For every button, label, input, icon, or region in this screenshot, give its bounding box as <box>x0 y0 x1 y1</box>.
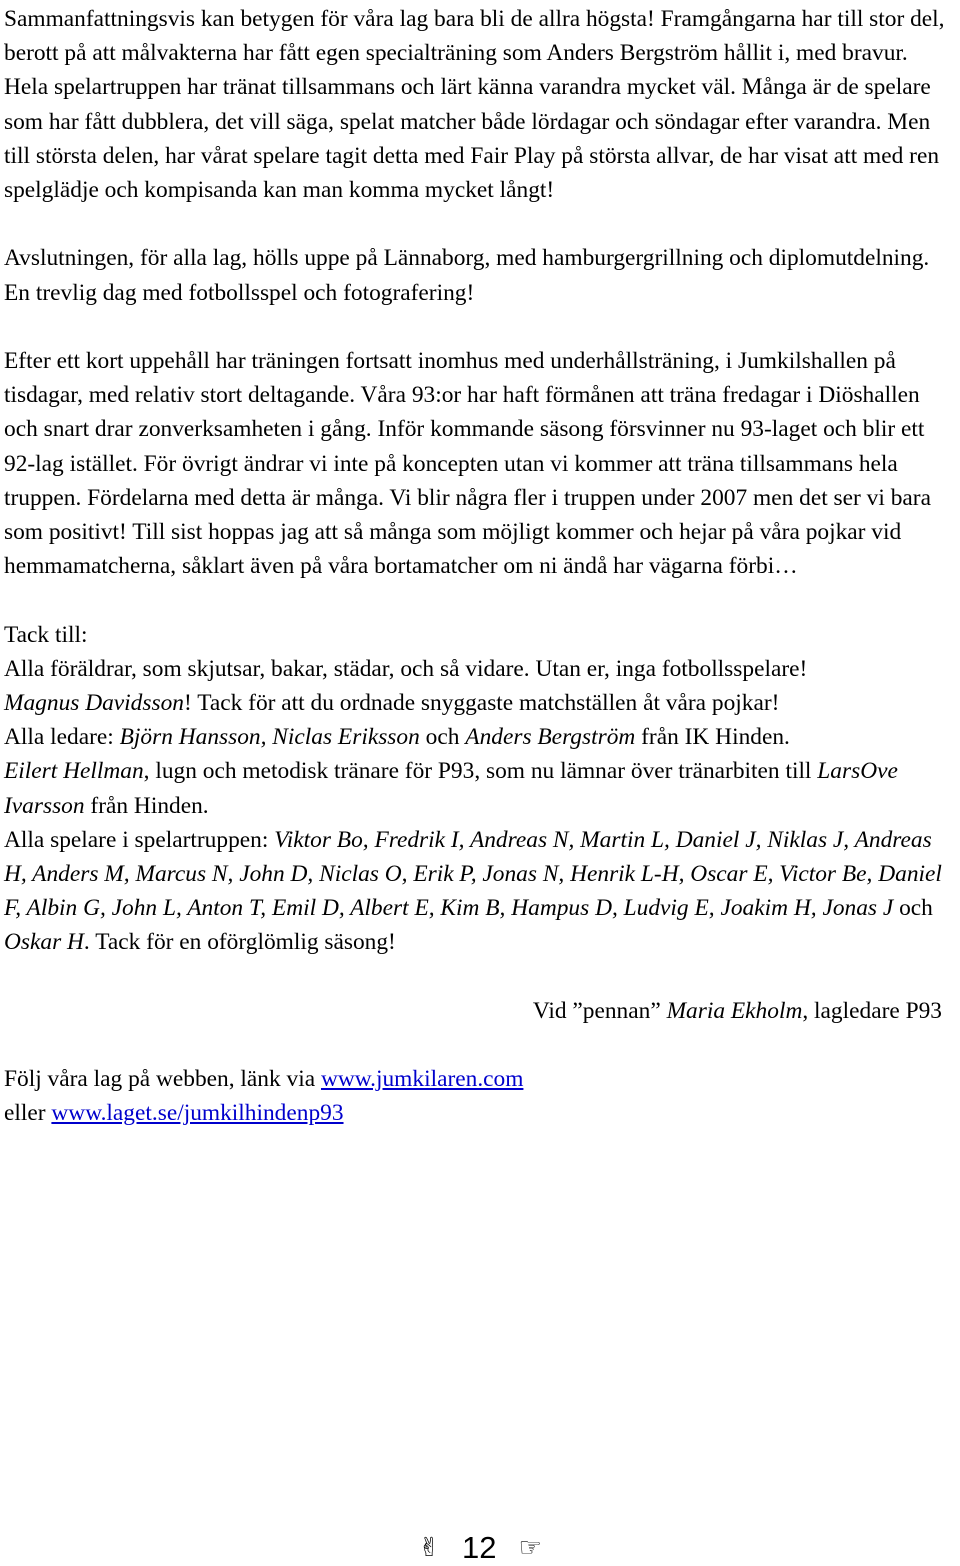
left-ornament-icon: ✌ <box>418 1532 440 1563</box>
player-names: Viktor Bo, Fredrik I, Andreas N, Martin L, Daniel J, Niklas J, Andreas H, Anders M, Marcus N, John D, Niclas O, Erik P, Jonas N, Henrik L-H, Oscar E, Victor Be, Daniel F, Albin G, John L, Anton T, Emil D, Albert E, Kim B, Hampus D, Ludvig E, Joakim H, Jonas J <box>4 826 942 922</box>
signature-suffix: , lagledare P93 <box>802 997 942 1024</box>
links-line-1 <box>4 1062 956 1096</box>
person-name: Anders Bergström <box>465 724 636 751</box>
thanks-text: ! Tack för att du ordnade snyggaste matchställen åt våra pojkar! <box>183 690 780 717</box>
paragraph-winter-training: Efter ett kort uppehåll har träningen fortsatt inomhus med underhållsträning, i Jumkilshallen på tisdagar, med relativ stort deltagande. Våra 93:or har haft förmånen att träna fredagar i Diöshallen och snart drar zonverksamheten i gång. Inför kommande säsong försvinner nu 93-laget och blir ett 92-lag istället. För övrigt ändrar vi inte på koncepten utan vi kommer att träna tillsammans hela truppen. Fördelarna med detta är många. Vi blir några fler i truppen under 2007 men det ser vi bara som positivt! Till sist hoppas jag att så många som möjligt kommer och hejar på våra pojkar vid hemmamatcherna, såklart även på våra bortamatcher om ni ändå har vägarna förbi… <box>4 348 931 580</box>
document-page <box>4 2 956 1131</box>
laget-link[interactable]: www.laget.se/jumkilhindenp93 <box>51 1100 344 1127</box>
thanks-players <box>4 823 956 960</box>
thanks-magnus <box>4 686 956 720</box>
links-text: eller <box>4 1100 52 1127</box>
web-links <box>4 1062 956 1130</box>
jumkilaren-link[interactable]: www.jumkilaren.com <box>320 1066 524 1093</box>
player-name: Oskar H <box>4 929 84 956</box>
signature-name: Maria Ekholm <box>666 997 803 1024</box>
links-text: Följ våra lag på webben, länk via <box>4 1066 321 1093</box>
person-name: LarsOve Ivarsson <box>4 758 898 819</box>
links-line-2 <box>4 1096 956 1130</box>
thanks-section <box>4 618 956 960</box>
thanks-heading: Tack till: <box>4 621 88 648</box>
thanks-text: från IK Hinden. <box>635 724 790 751</box>
page-footer <box>0 1528 960 1566</box>
person-name: Magnus Davidsson <box>4 690 184 717</box>
thanks-eilert <box>4 754 956 822</box>
thanks-text: från Hinden. <box>84 792 209 819</box>
thanks-parents: Alla föräldrar, som skjutsar, bakar, städar, och så vidare. Utan er, inga fotbollsspelare! <box>4 655 808 682</box>
thanks-text: och <box>893 895 933 922</box>
signature-prefix: Vid ”pennan” <box>532 997 667 1024</box>
signature-line <box>4 994 956 1028</box>
person-names: Björn Hansson, Niclas Eriksson <box>119 724 420 751</box>
paragraph-closing-event: Avslutningen, för alla lag, hölls uppe på Lännaborg, med hamburgergrillning och diplomutdelning. En trevlig dag med fotbollsspel och fotografering! <box>4 245 930 306</box>
thanks-leaders <box>4 720 956 754</box>
thanks-text: och <box>419 724 466 751</box>
thanks-text: Alla spelare i spelartruppen: <box>4 826 275 853</box>
person-name: Eilert Hellman <box>4 758 144 785</box>
thanks-text: . Tack för en oförglömlig säsong! <box>83 929 396 956</box>
page-number: 12 <box>462 1529 497 1565</box>
thanks-text: , lugn och metodisk tränare för P93, som nu lämnar över tränarbiten till <box>143 758 818 785</box>
paragraph-summary: Sammanfattningsvis kan betygen för våra lag bara bli de allra högsta! Framgångarna har till stor del, berott på att målvakterna har fått egen specialträning som Anders Bergström hållit i, med bravur. Hela spelartruppen har tränat tillsammans och lärt känna varandra mycket väl. Många är de spelare som har fått dubblera, det vill säga, spelat matcher både lördagar och söndagar efter varandra. Men till största delen, har vårat spelare tagit detta med Fair Play på största allvar, de har visat att med ren spelglädje och kompisanda kan man komma mycket långt! <box>4 6 945 204</box>
thanks-text: Alla ledare: <box>4 724 120 751</box>
right-ornament-icon: ☞ <box>518 1532 542 1563</box>
